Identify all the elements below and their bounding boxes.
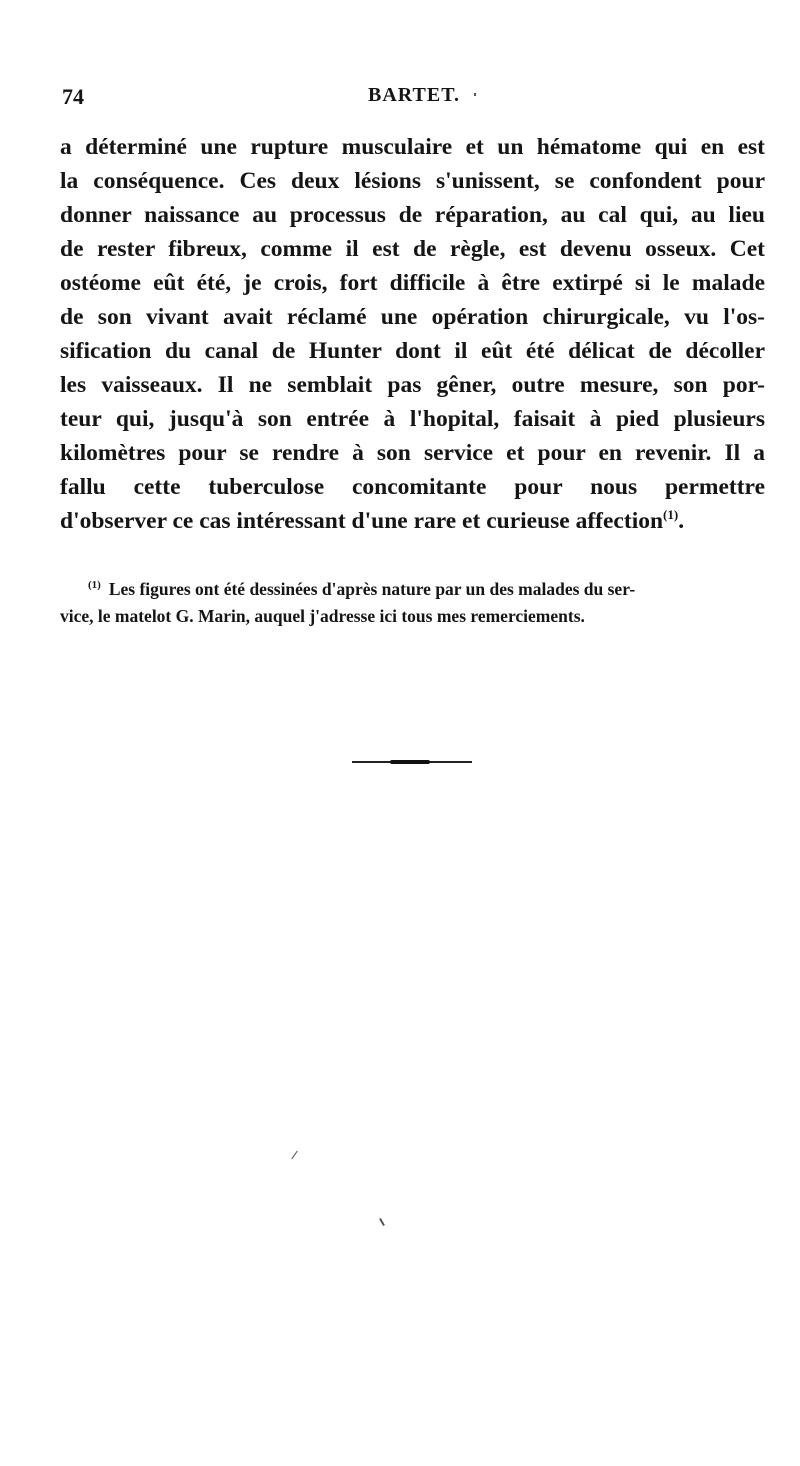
page-header bbox=[62, 84, 762, 114]
body-line: ostéome eût été, je crois, fort difficile à être extirpé si le malade bbox=[60, 270, 765, 296]
body-last-line-text: d'observer ce cas intéressant d'une rare et curieuse affection bbox=[60, 508, 664, 534]
body-line: les vaisseaux. Il ne semblait pas gêner, outre mesure, son por- bbox=[60, 372, 765, 398]
footnote-line bbox=[60, 576, 765, 603]
body-line: de son vivant avait réclamé une opération chirurgicale, vu l'os- bbox=[60, 304, 765, 330]
scan-speck bbox=[474, 93, 476, 96]
body-line: sification du canal de Hunter dont il eût été délicat de décoller bbox=[60, 338, 765, 364]
footnote bbox=[60, 576, 765, 630]
body-line: kilomètres pour se rendre à son service et pour en revenir. Il a bbox=[60, 440, 765, 466]
footnote-reference[interactable]: (1) bbox=[663, 507, 679, 523]
body-line: a déterminé une rupture musculaire et un hématome qui en est bbox=[60, 134, 765, 160]
page-number: 74 bbox=[62, 84, 84, 109]
running-head: BARTET. bbox=[368, 84, 461, 106]
footnote-marker: (1) bbox=[88, 579, 101, 592]
body-paragraph bbox=[60, 130, 765, 538]
body-last-line: d'observer ce cas intéressant d'une rare et curieuse affection$^{(1)}$. bbox=[60, 507, 685, 534]
body-line: fallu cette tuberculose concomitante pour nous permettre bbox=[60, 474, 765, 500]
body-line: la conséquence. Ces deux lésions s'unissent, se confondent pour bbox=[60, 168, 765, 194]
body-line: de rester fibreux, comme il est de règle, est devenu osseux. Cet bbox=[60, 236, 765, 262]
end-ornament-rule bbox=[352, 761, 472, 763]
footnote-line: vice, le matelot G. Marin, auquel j'adresse ici tous mes remerciements. bbox=[60, 606, 585, 626]
scan-speck bbox=[291, 1151, 298, 1160]
footnote-text-1: Les figures ont été dessinées d'après nature par un des malades du ser- bbox=[108, 579, 636, 599]
body-line: teur qui, jusqu'à son entrée à l'hopital, faisait à pied plusieurs bbox=[60, 406, 765, 432]
body-line: donner naissance au processus de réparation, au cal qui, au lieu bbox=[60, 202, 765, 228]
scan-speck bbox=[379, 1218, 385, 1226]
